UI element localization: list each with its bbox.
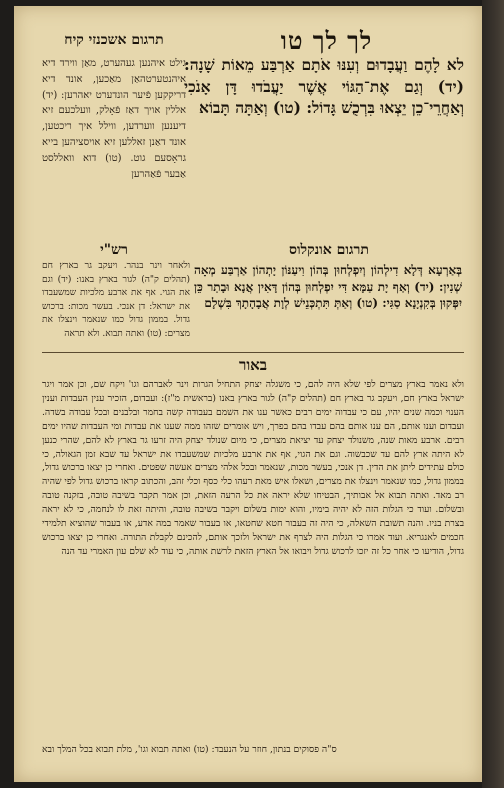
rashi-heading: רש"י xyxy=(100,242,128,258)
rashi-text: ולאחר וינר בנהר. ויעקב גר בארץ חם (תהלים ק"ה) לגור בארץ באנו: (יד) וגם את הגוי. אף את ארבע מלכיות שמשעבדו את ישראל: דן אנכי. בעשר מכות: ברכוש גדול. בממון גדול כמו שנאמר וינצלו את מצרים: (טו) ואתה תבוא. ולא תראה xyxy=(42,261,190,339)
onkelos-text: בְּאַרְעָא דְּלָא דִילְהוֹן וְיִפְלְחוּן בְּהוֹן וִיעַנּוֹן יָתְהוֹן אַרְבַּע מְאָה שְׁנִין: (יד) וְאַף יָת עַמָּא דִּי יִפְלְחוּן בְּהוֹן דָּאִין אֲנָא וּבָתַר כֵּן יִפְּקוּן בְּקִנְיָנָא סַגִּי: (טו) וְאַתְּ תִּתְכְּנֵישׁ לְוָת אֲבָהָתָךְ בִּשְׁלָם xyxy=(194,263,462,310)
beur-commentary: ולא נאמר בארץ מצרים לפי שלא היה להם, כי משגלה יצחק התחיל הגרות וינר לאברהם וגו' ויקח שם, וכן אמר ויגר ישראל בארץ חם, ויעקב גר בארץ חם (תהלים ק"ה) לגור בארץ באנו (בראשית מ"ז): ועבדום, הזכיר ענין העבדות וענין הענוי וכמה שנים יהיו, עם כי עבדוה ימים רבים כאשר ענו את השמם בעבודה קשה בחמר ובלבנים ובכל עבודה בשדה. ועבדום וענו אותם, הם ענו אותם בהם עבדו בהם בפרך, ויש אומרים שזהו ממה שענו את עבדות ומי העבדות שהיו ימים רבים. ארבע מאות שנה, משנולד יצחק עד יציאת מצרים, כי מיום שנולד יצחק היה זרעו גר בארץ לא להם, שהרי כנען לא היתה ארץ להם עד שכבשוה. וגם את הגוי, אף את ארבע מלכיות שמשעבדו את ישראל עד שבא זמן הגאולה, כי כולם עתידים ליתן את הדין. דן אנכי, בעשר מכות, שנאמר ובכל אלהי מצרים אעשה שפטים. ואחרי כן יצאו ברכוש גדול, בממון גדול, כמו שנאמר וינצלו את מצרים, ושאלו איש מאת רעהו כלי כסף וכלי זהב, והכתוב קראו ברכוש גדול לפי שהיה רב מאד. ואתה תבוא אל אבותיך, הבטיחו שלא יראה את כל הרעה הזאת, וכן אמר תקבר בשיבה טובה, בזקנה טובה ובשלום. ועוד כי הגלות הזה לא יהיה בימיו, והוא ימות בשלום ויקבר בשיבה טובה, והיתה זאת לו לנחמה, כי לא יראה בצרת בניו. והנה תשובת השאלה, כי היה זה בעבור חטא שחטאו, או בעבור שאמר במה אדע, או בעבור שהוציא תלמידי חכמים לאנגריא. ועוד אמרו כי הגלות היה לצרף את ישראל ולזכך אותם, להכינם לקבלת התורה. ואחרי כן יצאו ברכוש גדול, הודיעו כי אחר כל זה יזכו לרכוש גדול ויבואו אל הארץ הזאת לרשת אותה, כי עוד לא שלם עון האמרי עד הנה xyxy=(42,379,464,557)
beur-heading: באור xyxy=(238,356,268,374)
book-page xyxy=(14,6,482,782)
torah-verse: לא לָהֶם וַעֲבָדוּם וְעִנּוּ אֹתָם אַרְבַּע מֵאוֹת שָׁנָה: (יד) וְגַם אֶת־הַגּוֹי אֲשֶׁר יַעֲבֹדוּ דָּן אָנֹכִי וְאַחֲרֵי־כֵן יֵצְאוּ בִּרְכֻשׁ גָּדוֹל: (טו) וְאַתָּה תָּבוֹא xyxy=(184,55,464,117)
parsha-title: לך לך טו xyxy=(280,26,373,55)
page-footer: ס"ה פסוקים בנתון, חוזר על הנעבד: (טו) ואתה תבוא וגו', מלת תבוא בכל המלך ובא xyxy=(42,744,337,755)
book-spine xyxy=(482,0,504,788)
onkelos-heading: תרגום אונקלוס xyxy=(289,242,369,258)
yiddish-translation: גילט איהנען געהערט, מאַן ווירד דיא איהנטערטהאַן מאַכען, אונד דיא דריקקען פֿיער הונדערט יאהרען: (יד) אללין אויך דאַז פֿאָלק, וועלכעם זיא דיענען ווערדען, ווילל איך ריכטען, אונד דאַנן זאללען זיא אויסציהען בייא גראָסעם גוט. (טו) דוא וואללסט אַבער פֿאַהרען xyxy=(42,58,186,180)
divider xyxy=(42,352,464,353)
yiddish-title: תרגום אשכנזי קיח xyxy=(64,32,164,48)
